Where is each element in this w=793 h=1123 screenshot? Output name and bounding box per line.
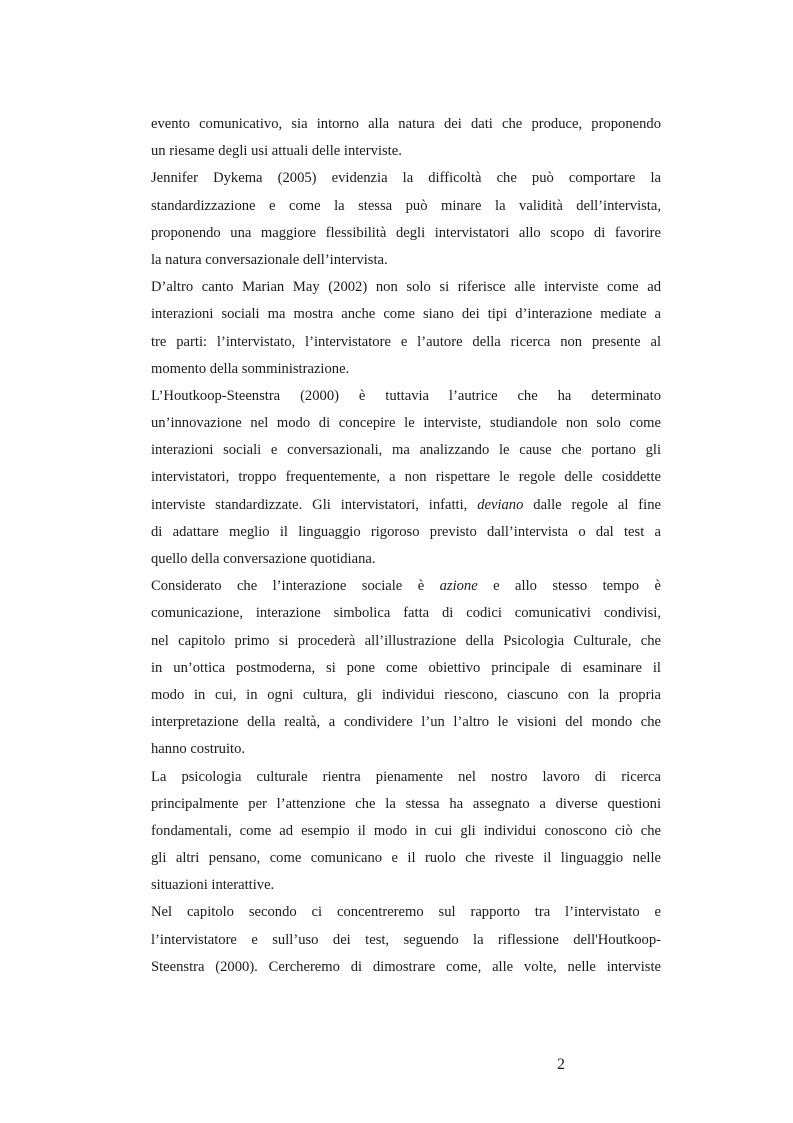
- paragraph-2: [151, 165, 661, 274]
- line-segment: interviste standardizzate. Gli intervistatori, infatti,: [151, 496, 468, 513]
- text-line: La psicologia culturale rientra pienamente nel nostro lavoro di ricerca: [151, 768, 661, 785]
- text-line: interazioni sociali e conversazionali, ma analizzando le cause che portano gli: [151, 442, 661, 459]
- text-line: [151, 492, 661, 519]
- line-segment: Considerato che l’interazione sociale è: [151, 578, 425, 595]
- emphasis-word: azione: [439, 578, 478, 595]
- text-line: interpretazione della realtà, a condividere l’un l’altro le visioni del mondo che: [151, 714, 661, 731]
- text-line: nel capitolo primo si procederà all’illustrazione della Psicologia Culturale, che: [151, 632, 661, 649]
- text-line: Steenstra (2000). Cercheremo di dimostrare come, alle volte, nelle interviste: [151, 958, 661, 975]
- text-line: momento della somministrazione.: [151, 360, 350, 377]
- text-line: in un’ottica postmoderna, si pone come obiettivo principale di esaminare il: [151, 659, 661, 676]
- text-line: un riesame degli usi attuali delle interviste.: [151, 143, 402, 160]
- paragraph-1: [151, 111, 661, 165]
- text-line: Jennifer Dykema (2005) evidenzia la difficoltà che può comportare la: [151, 170, 661, 187]
- text-line: proponendo una maggiore flessibilità degli intervistatori allo scopo di favorire: [151, 224, 661, 241]
- text-line: principalmente per l’attenzione che la stessa ha assegnato a diverse questioni: [151, 795, 661, 812]
- text-line: D’altro canto Marian May (2002) non solo si riferisce alle interviste come ad: [151, 279, 661, 296]
- line-segment: e allo stesso tempo è: [493, 578, 661, 595]
- text-line: L’Houtkoop-Steenstra (2000) è tuttavia l’autrice che ha determinato: [151, 387, 661, 404]
- line-segment: dalle regole al fine: [533, 496, 661, 513]
- paragraph-7: [151, 899, 661, 981]
- page-number: 2: [557, 1056, 565, 1073]
- paragraph-6: [151, 764, 661, 900]
- text-line: tre parti: l’intervistato, l’intervistatore e l’autore della ricerca non presente al: [151, 333, 661, 350]
- text-line: gli altri pensano, come comunicano e il ruolo che riveste il linguaggio nelle: [151, 850, 661, 867]
- paragraph-5: [151, 573, 661, 763]
- text-line: la natura conversazionale dell’intervista.: [151, 251, 388, 268]
- text-line: situazioni interattive.: [151, 877, 275, 894]
- text-line: un’innovazione nel modo di concepire le interviste, studiandole non solo come: [151, 415, 661, 432]
- text-line: evento comunicativo, sia intorno alla natura dei dati che produce, proponendo: [151, 116, 661, 132]
- paragraph-3: [151, 274, 661, 383]
- text-line: quello della conversazione quotidiana.: [151, 551, 376, 567]
- body-text: [151, 111, 661, 981]
- text-line: intervistatori, troppo frequentemente, a non rispettare le regole delle cosiddette: [151, 469, 661, 486]
- text-line: Nel capitolo secondo ci concentreremo sul rapporto tra l’intervistato e: [151, 904, 661, 921]
- text-line: standardizzazione e come la stessa può minare la validità dell’intervista,: [151, 197, 661, 214]
- text-line: [151, 573, 661, 600]
- emphasis-word: deviano: [477, 496, 524, 513]
- text-line: l’intervistatore e sull’uso dei test, seguendo la riflessione dell'Houtkoop-: [151, 931, 661, 948]
- text-line: fondamentali, come ad esempio il modo in cui gli individui conoscono ciò che: [151, 822, 661, 839]
- paragraph-4: [151, 383, 661, 573]
- text-line: comunicazione, interazione simbolica fatta di codici comunicativi condivisi,: [151, 605, 661, 622]
- text-line: di adattare meglio il linguaggio rigoroso previsto dall’intervista o dal test a: [151, 523, 661, 540]
- text-line: modo in cui, in ogni cultura, gli individui riescono, ciascuno con la propria: [151, 686, 661, 703]
- text-line: hanno costruito.: [151, 741, 246, 758]
- text-line: interazioni sociali ma mostra anche come siano dei tipi d’interazione mediate a: [151, 306, 661, 323]
